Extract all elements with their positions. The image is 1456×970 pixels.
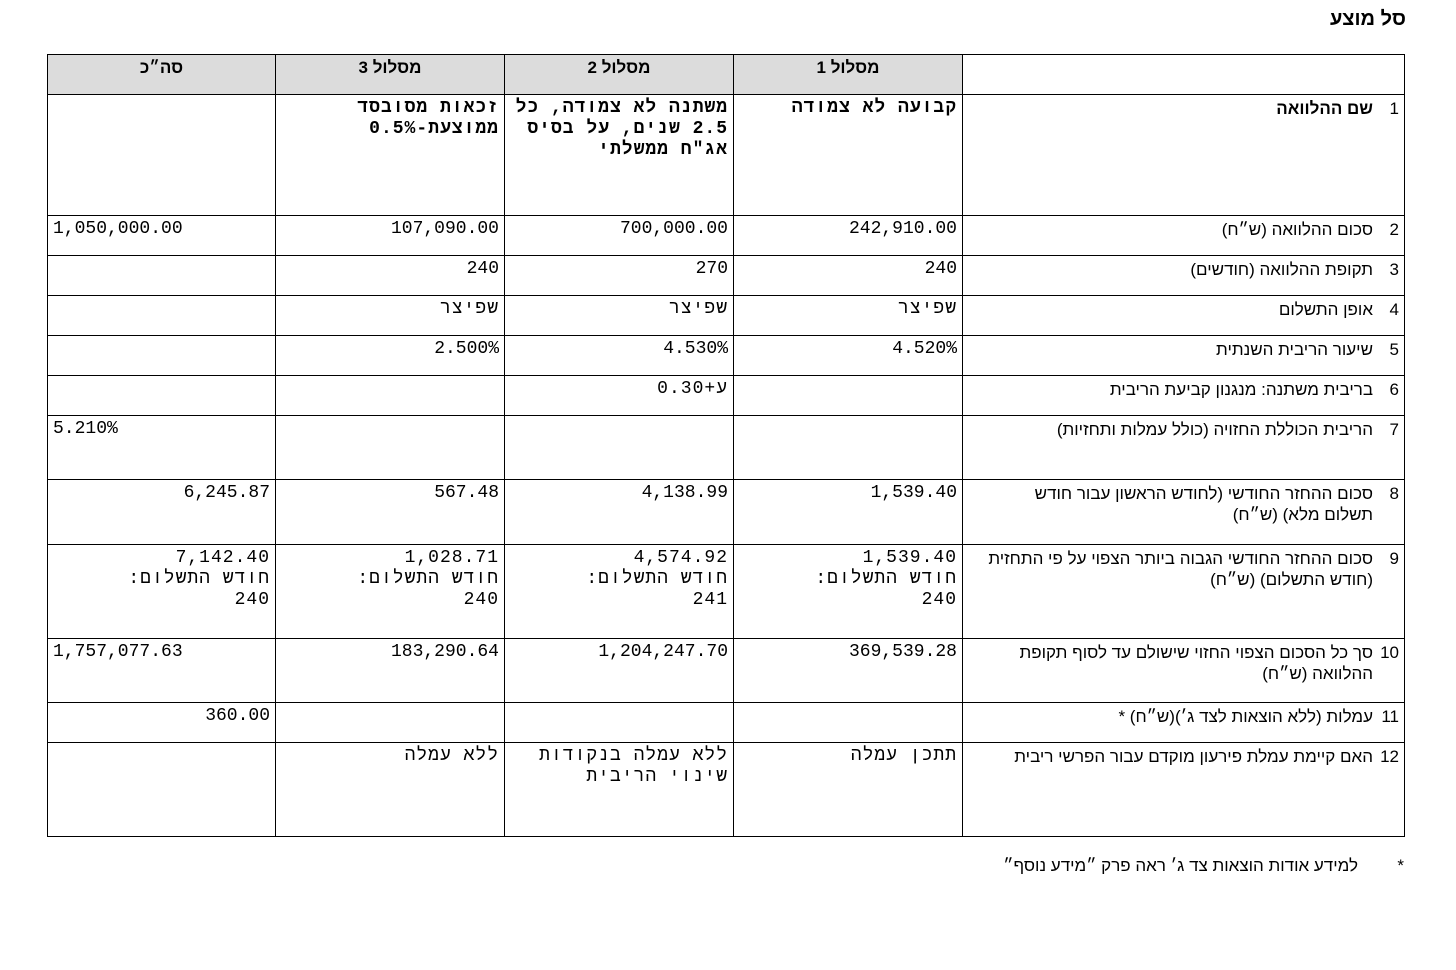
row-label [963,376,1405,416]
cell-month-value: 241 [692,590,728,610]
row-label [963,703,1405,743]
cell-track-3: 183,290.64 [276,639,505,703]
row-label-text: תקופת ההלוואה (חודשים) [1190,260,1373,279]
cell-month-value: 240 [463,590,499,610]
header-track-3: מסלול 3 [276,55,505,95]
row-number: 7 [1389,420,1399,439]
cell-track-2 [505,416,734,480]
table-row [48,336,1405,376]
cell-total: 5.210% [48,416,276,480]
cell-track-1: 1,539.40 [734,480,963,545]
header-track-2: מסלול 2 [505,55,734,95]
cell-track-2: ללא עמלה בנקודות שינוי הריבית [505,743,734,837]
cell-track-3 [276,703,505,743]
cell-amount: 7,142.40 [175,548,270,568]
cell-total [48,256,276,296]
row-label-text: עמלות (ללא הוצאות לצד ג׳)(ש״ח) * [1118,707,1373,726]
table-row [48,416,1405,480]
cell-track-3: 567.48 [276,480,505,545]
cell-track-2: שפיצר [505,296,734,336]
row-label [963,296,1405,336]
table-row [48,545,1405,639]
cell-month-value: 240 [234,590,270,610]
cell-track-2: משתנה לא צמודה, כל 2.5 שנים, על בסיס אג"ח ממשלתי [505,95,734,216]
cell-month-label: חודש התשלום: [128,569,270,589]
row-number: 1 [1389,99,1399,118]
row-number: 9 [1389,549,1399,568]
row-label-text: בריבית משתנה: מנגנון קביעת הריבית [1109,380,1373,399]
table-row [48,95,1405,216]
cell-month-label: חודש התשלום: [815,569,957,589]
row-label [963,416,1405,480]
row-number: 11 [1381,707,1399,726]
row-label [963,95,1405,216]
cell-track-3: 240 [276,256,505,296]
cell-amount: 4,574.92 [633,548,728,568]
cell-track-3: 2.500% [276,336,505,376]
cell-track-2: 4,138.99 [505,480,734,545]
row-label [963,216,1405,256]
table-row [48,480,1405,545]
table-row [48,743,1405,837]
row-label [963,336,1405,376]
cell-track-2 [505,545,734,639]
footnote-star: * [1397,856,1404,875]
row-label [963,743,1405,837]
cell-track-3: 107,090.00 [276,216,505,256]
row-number: 3 [1389,260,1399,279]
cell-total: 1,050,000.00 [48,216,276,256]
cell-track-2: 1,204,247.70 [505,639,734,703]
cell-total: 1,757,077.63 [48,639,276,703]
cell-track-1 [734,376,963,416]
row-label-text: סכום ההחזר החודשי (לחודש הראשון עבור חודש תשלום מלא) (ש״ח) [1034,484,1373,524]
row-label [963,256,1405,296]
footnote-text: למידע אודות הוצאות צד ג׳ ראה פרק ״מידע נוסף״ [1003,856,1358,875]
row-label-text: סך כל הסכום הצפוי החזוי שישולם עד לסוף תקופת ההלוואה (ש״ח) [1019,643,1373,683]
row-number: 5 [1389,340,1399,359]
cell-track-1: קבועה לא צמודה [734,95,963,216]
row-number: 2 [1389,220,1399,239]
header-track-1: מסלול 1 [734,55,963,95]
cell-total [48,336,276,376]
cell-track-2: 700,000.00 [505,216,734,256]
row-label-text: האם קיימת עמלת פירעון מוקדם עבור הפרשי ריבית [1014,747,1373,766]
cell-track-1 [734,545,963,639]
row-label-text: שם ההלוואה [1276,99,1373,118]
cell-track-1: 369,539.28 [734,639,963,703]
cell-total [48,95,276,216]
cell-amount: 1,028.71 [404,548,499,568]
cell-month-label: חודש התשלום: [357,569,499,589]
row-number: 12 [1380,747,1399,766]
cell-track-1: תתכן עמלה [734,743,963,837]
header-blank [963,55,1405,95]
cell-track-3 [276,376,505,416]
cell-track-2: ע+0.30 [505,376,734,416]
cell-total [48,376,276,416]
table-row [48,216,1405,256]
cell-track-1: שפיצר [734,296,963,336]
row-number: 6 [1389,380,1399,399]
footnote [1003,856,1404,876]
cell-track-3: שפיצר [276,296,505,336]
table-row [48,639,1405,703]
cell-track-3: זכאות מסובסד ממוצעת-0.5% [276,95,505,216]
row-label-text: שיעור הריבית השנתית [1216,340,1373,359]
row-label-text: הריבית הכוללת החזויה (כולל עמלות ותחזיות) [1056,420,1373,439]
cell-track-3 [276,416,505,480]
row-label-text: סכום ההחזר החודשי הגבוה ביותר הצפוי על פי התחזית (חודש התשלום) (ש״ח) [988,549,1373,589]
header-row [48,55,1405,95]
cell-track-2: 270 [505,256,734,296]
header-total: סה״כ [48,55,276,95]
page-title: סל מוצע [1329,8,1406,30]
cell-total [48,743,276,837]
row-label [963,639,1405,703]
cell-track-1: 240 [734,256,963,296]
cell-amount: 1,539.40 [862,548,957,568]
cell-track-1: 4.520% [734,336,963,376]
cell-total [48,296,276,336]
row-label [963,545,1405,639]
cell-track-3: ללא עמלה [276,743,505,837]
cell-total [48,545,276,639]
cell-track-3 [276,545,505,639]
cell-track-2 [505,703,734,743]
cell-total: 360.00 [48,703,276,743]
row-label-text: סכום ההלוואה (ש״ח) [1221,220,1373,239]
cell-track-1 [734,416,963,480]
table-row [48,703,1405,743]
table-row [48,296,1405,336]
row-number: 4 [1389,300,1399,319]
row-label [963,480,1405,545]
offer-table [47,54,1405,837]
cell-track-1 [734,703,963,743]
cell-month-value: 240 [921,590,957,610]
table-row [48,256,1405,296]
row-number: 10 [1380,643,1399,662]
cell-total: 6,245.87 [48,480,276,545]
cell-month-label: חודש התשלום: [586,569,728,589]
cell-track-2: 4.530% [505,336,734,376]
row-number: 8 [1389,484,1399,503]
row-label-text: אופן התשלום [1278,300,1373,319]
cell-track-1: 242,910.00 [734,216,963,256]
table-row [48,376,1405,416]
